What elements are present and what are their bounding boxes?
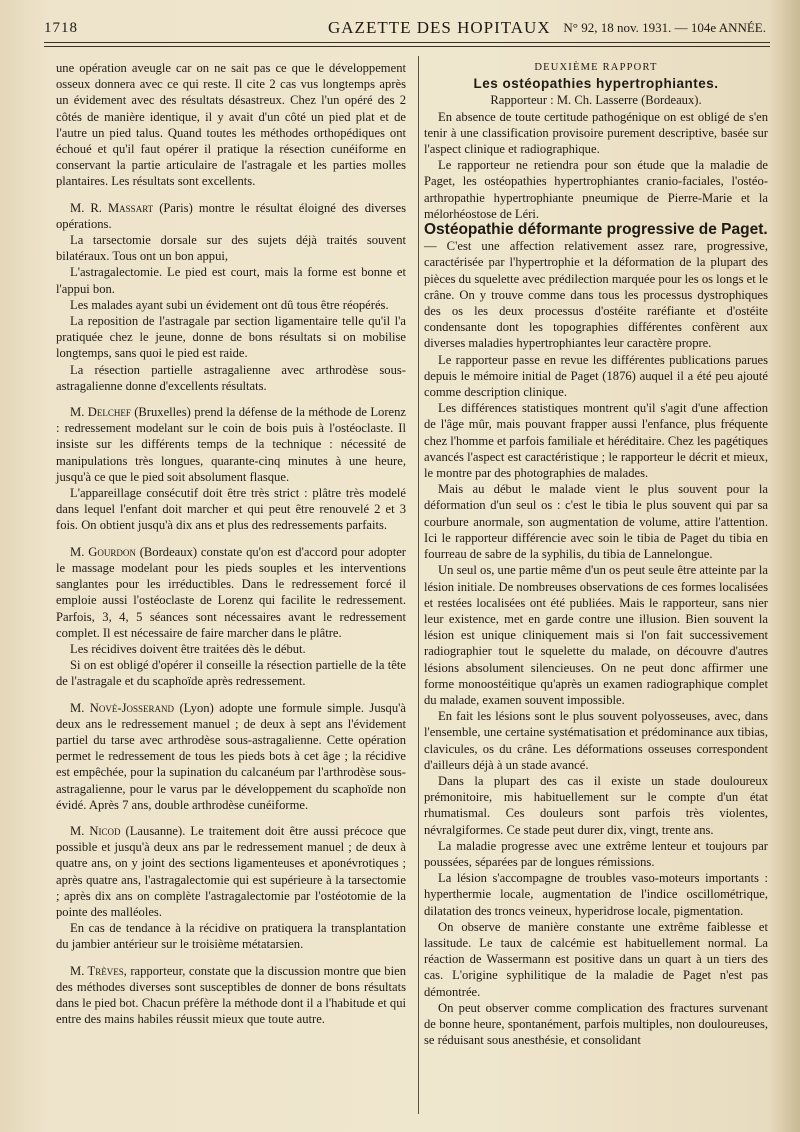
paragraph <box>424 352 768 401</box>
paragraph <box>424 400 768 481</box>
paragraph <box>424 773 768 838</box>
paragraph-text: L'astragalectomie. Le pied est court, mais la forme est bonne et l'appui bon. <box>56 265 406 296</box>
paragraph <box>424 109 768 158</box>
paragraph-text: Si on est obligé d'opérer il conseille la résection partielle de la tête de l'astragale et du scaphoïde après redressement. <box>56 658 406 689</box>
report-label: DEUXIÈME RAPPORT <box>534 62 658 73</box>
page-number: 1718 <box>44 20 78 36</box>
paragraph-gap <box>56 953 406 963</box>
paragraph <box>56 823 406 920</box>
paragraph-text: (Lausanne). Le traitement doit être aussi précoce que possible et jusqu'à deux ans par le redressement manuel ; de deux à quatre ans, on y joint des sections ligamenteuses et aponévrotiques ; après quatre ans, l'astragalectomie qui est supérieure à la tarsectomie ; après dix ans on complète l'astragalectomie par l'ostéotomie de la pointe des malléoles. <box>56 823 407 919</box>
right-column <box>424 60 768 1048</box>
paragraph-text: Les récidives doivent être traitées dès le début. <box>70 641 306 656</box>
paragraph <box>56 313 406 362</box>
issue-info: N° 92, 18 nov. 1931. — 104e ANNÉE. <box>563 20 766 35</box>
header-rule-double <box>44 46 770 47</box>
left-column <box>56 60 406 1027</box>
paragraph-text: Le rapporteur passe en revue les différentes publications parues depuis le mémoire initial de Paget (1876) auquel il a été peu ajouté comme description clinique. <box>424 352 768 400</box>
paragraph <box>424 562 768 708</box>
paragraph-text: L'appareillage consécutif doit être très strict : plâtre très modelé dans lequel l'enfant doit marcher et qui peut être renouvelé 2 et 3 fois. On obtient jusqu'à dix ans et plus des redressements parfaits. <box>56 486 406 533</box>
speaker-name: M. Nicod <box>70 823 121 838</box>
paragraph-text: Dans la plupart des cas il existe un stade douloureux prémonitoire, mis habituellement sur le compte d'un état rhumatismal. Ces douleurs sont parfois très violentes, névralgiformes. Ce stade peut durer dix, vingt, trente ans. <box>424 773 768 837</box>
paragraph <box>424 481 768 562</box>
paragraph-text: La tarsectomie dorsale sur des sujets déjà traités souvent bilatéraux. Tous ont un bon appui, <box>56 233 406 264</box>
report-title: Les ostéopathies hypertrophiantes. <box>473 76 719 92</box>
paragraph-text: La lésion s'accompagne de troubles vaso-moteurs importants : hyperthermie locale, augmentation de l'indice oscillométrique, dilatation des troncs veineux, hyperidrose locale, pigmentation. <box>424 871 768 918</box>
paragraph-text: (Paris) montre le résultat éloigné des diverses opérations. <box>56 200 406 231</box>
paragraph-gap <box>56 394 406 404</box>
column-divider <box>418 56 419 1114</box>
paragraph-text: Les différences statistiques montrent qu'il s'agit d'une affection de l'âge mûr, mais pouvant frapper aussi l'enfance, plus fréquente chez l'homme et parfois familiale et héréditaire. Chez les pagétiques avancés l'aspect est caractéristique ; le rapporteur le décrit et mieux, le montre par des photographies de malades. <box>424 401 768 481</box>
journal-title: GAZETTE DES HOPITAUX <box>328 18 551 37</box>
paragraph <box>424 238 768 351</box>
paragraph <box>56 60 406 190</box>
speaker-name: M. Nové-Josserand <box>70 700 175 715</box>
paragraph-gap <box>56 190 406 200</box>
paragraph-text: La résection partielle astragalienne avec arthrodèse sous-astragalienne donne d'excellents résultats. <box>56 362 406 393</box>
paragraph-text: (Bruxelles) prend la défense de la méthode de Lorenz : redressement modelant sur le coin de bois puis à l'ostéoclaste. Il insiste sur les différents temps de la technique : nécessité de manipulations très longues, quarante-cinq minutes à une heure, jusqu'à ce que le pied soit absolument flasque. <box>56 405 406 484</box>
paragraph-text: On peut observer comme complication des fractures survenant de bonne heure, spontanément, parfois multiples, non douloureuses, se réduisant sous anesthésie, et consolidant <box>424 1000 768 1048</box>
speaker-name: M. Trèves <box>70 963 124 978</box>
paragraph <box>56 700 406 813</box>
paragraph <box>424 870 768 919</box>
paragraph-text: — C'est une affection relativement assez rare, progressive, caractérisée par l'hypertrophie et la déformation de la plupart des pièces du squelette avec prédilection marquée pour les os longs et le crâne. On y trouve comme dans tous les processus dystrophiques des os les deux processus d'ostéite raréfiante et d'ostéite condensante dont les topographies différentes confèrent aux diverses maladies hypertrophiantes leur caractère propre. <box>424 239 768 351</box>
paragraph-text: En absence de toute certitude pathogénique on est obligé de s'en tenir à une classification provisoire purement descriptive, basée sur l'aspect clinique et radiographique. <box>424 109 768 157</box>
paragraph-gap <box>56 690 406 700</box>
paragraph <box>56 297 406 313</box>
speaker-name: M. Gourdon <box>70 544 136 559</box>
speaker-name: M. Delchef <box>70 405 131 420</box>
paragraph <box>424 838 768 870</box>
paragraph <box>56 232 406 264</box>
paragraph <box>56 200 406 232</box>
paragraph <box>56 362 406 394</box>
paragraph <box>56 641 406 657</box>
paragraph-text: (Lyon) adopte une formule simple. Jusqu'à deux ans le redressement manuel ; de deux à sept ans l'évidement partiel du tarse avec arthrodèse sous-astragalienne. Cette opération permet le redressement de tous les pieds bots à cet âge ; la récidive est empêchée, pour la supination du calcanéum par l'arthrodèse sous-astragalienne, pour le varus par le développement du scaphoïde non évidé. Après 7 ans, double arthrodèse cunéiforme. <box>56 700 406 812</box>
paragraph-text: Mais au début le malade vient le plus souvent pour la déformation d'un seul os : c'est le tibia le plus souvent qui par sa courbure anormale, son augmentation de volume, attire l'attention. Ici le rapporteur différencie avec soin le tibia de Paget du tibia en fourreau de sabre de la syphilis, du tibia de Lannelongue. <box>424 482 768 562</box>
paragraph-text: La maladie progresse avec une extrême lenteur et toujours par poussées, séparées par de longues rémissions. <box>424 838 768 869</box>
paragraph <box>56 404 406 485</box>
speaker-name: M. R. Massart <box>70 200 154 215</box>
paragraph-text: Un seul os, une partie même d'un os peut seule être atteinte par la lésion initiale. De nombreuses observations de ces formes localisées et restées localisées ont été publiées. Mais le rapporteur, sans nier leur existence, met en garde contre une illusion. Bien souvent la lésion est unique cliniquement mais si l'on fait successivement radiographier tout le squelette du malade, on découvre d'autres lésions absolument silencieuses. On ne peut donc affirmer une forme monoostéitique qu'après un examen radiographique complet du malade, examen souvent impossible. <box>424 563 768 707</box>
paragraph <box>424 919 768 1000</box>
paragraph-text: Les malades ayant subi un évidement ont dû tous être réopérés. <box>70 297 389 312</box>
paragraph-gap <box>56 534 406 544</box>
paragraph <box>56 657 406 689</box>
report-body <box>424 109 768 1049</box>
paragraph <box>424 157 768 222</box>
paragraph <box>424 1000 768 1049</box>
reporter-line: Rapporteur : M. Ch. Lasserre (Bordeaux). <box>490 93 702 108</box>
paragraph <box>424 708 768 773</box>
paragraph <box>56 544 406 641</box>
paragraph-text: La reposition de l'astragale par section ligamentaire telle qu'il l'a pratiquée chez le jeune, donne de bons résultats si on mobilise longtemps, sans quoi le pied est raide. <box>56 314 406 361</box>
paragraph-gap <box>56 813 406 823</box>
section-heading: Ostéopathie déformante progressive de Paget. <box>424 221 768 239</box>
paragraph <box>56 963 406 1028</box>
header-rule <box>44 42 770 43</box>
paragraph-text: On observe de manière constante une extrême faiblesse et lassitude. Le taux de calcémie est habituellement normal. La réaction de Wassermann est positive dans un quart à un tiers des cas. L'origine syphilitique de la maladie de Paget n'est pas démontrée. <box>424 919 768 999</box>
paragraph <box>56 264 406 296</box>
paragraph-text: , rapporteur, constate que la discussion montre que bien des méthodes diverses sont susceptibles de donner de bons résultats dans le pied bot. Chacun préfère la méthode dont il a l'habitude et qui entre des mains habiles réussit mieux que toute autre. <box>56 963 406 1027</box>
paragraph-text: une opération aveugle car on ne sait pas ce que le développement osseux donnera avec ce qui reste. Il cite 2 cas vus longtemps après un évidement avec des résultats désastreux. Chez l'un opéré des 2 côtés de manière identique, il y avait d'un côté un pied plat et de l'autre un pied talus. Quand toutes les méthodes orthopédiques ont échoué et qu'il faut opérer il pratique la résection cunéiforme en conservant la partie articulaire de l'astragale et les parties molles plantaires. Les résultats sont excellents. <box>56 61 406 189</box>
page-header <box>44 14 766 44</box>
paragraph-text: En fait les lésions sont le plus souvent polyosseuses, avec, dans l'ensemble, une certaine systématisation et prédominance aux tibias, clavicules, os du crâne. Les déformations osseuses correspondent d'ailleurs déjà à un stade avancé. <box>424 709 768 772</box>
paragraph-text: Le rapporteur ne retiendra pour son étude que la maladie de Paget, les ostéopathies hypertrophiantes cranio-faciales, l'ostéo-arthropathie hypertrophiante pneumique de Pierre-Marie et la mélorhéostose de Léri. <box>424 158 768 221</box>
paragraph-text: En cas de tendance à la récidive on pratiquera la transplantation du jambier antérieur sur le troisième métatarsien. <box>56 921 406 952</box>
paragraph-text: (Bordeaux) constate qu'on est d'accord pour adopter le massage modelant pour les pieds souples et les interventions sanglantes pour les irréductibles. Dans le redressement forcé il emploie aussi l'ostéoclaste de Lorenz qui facilite le redressement. Parfois, 3, 4, 5 séances sont nécessaires avant le redressement complet. Il est nécessaire de faire marcher dans le plâtre. <box>56 544 406 640</box>
paragraph <box>56 920 406 952</box>
paragraph <box>56 485 406 534</box>
